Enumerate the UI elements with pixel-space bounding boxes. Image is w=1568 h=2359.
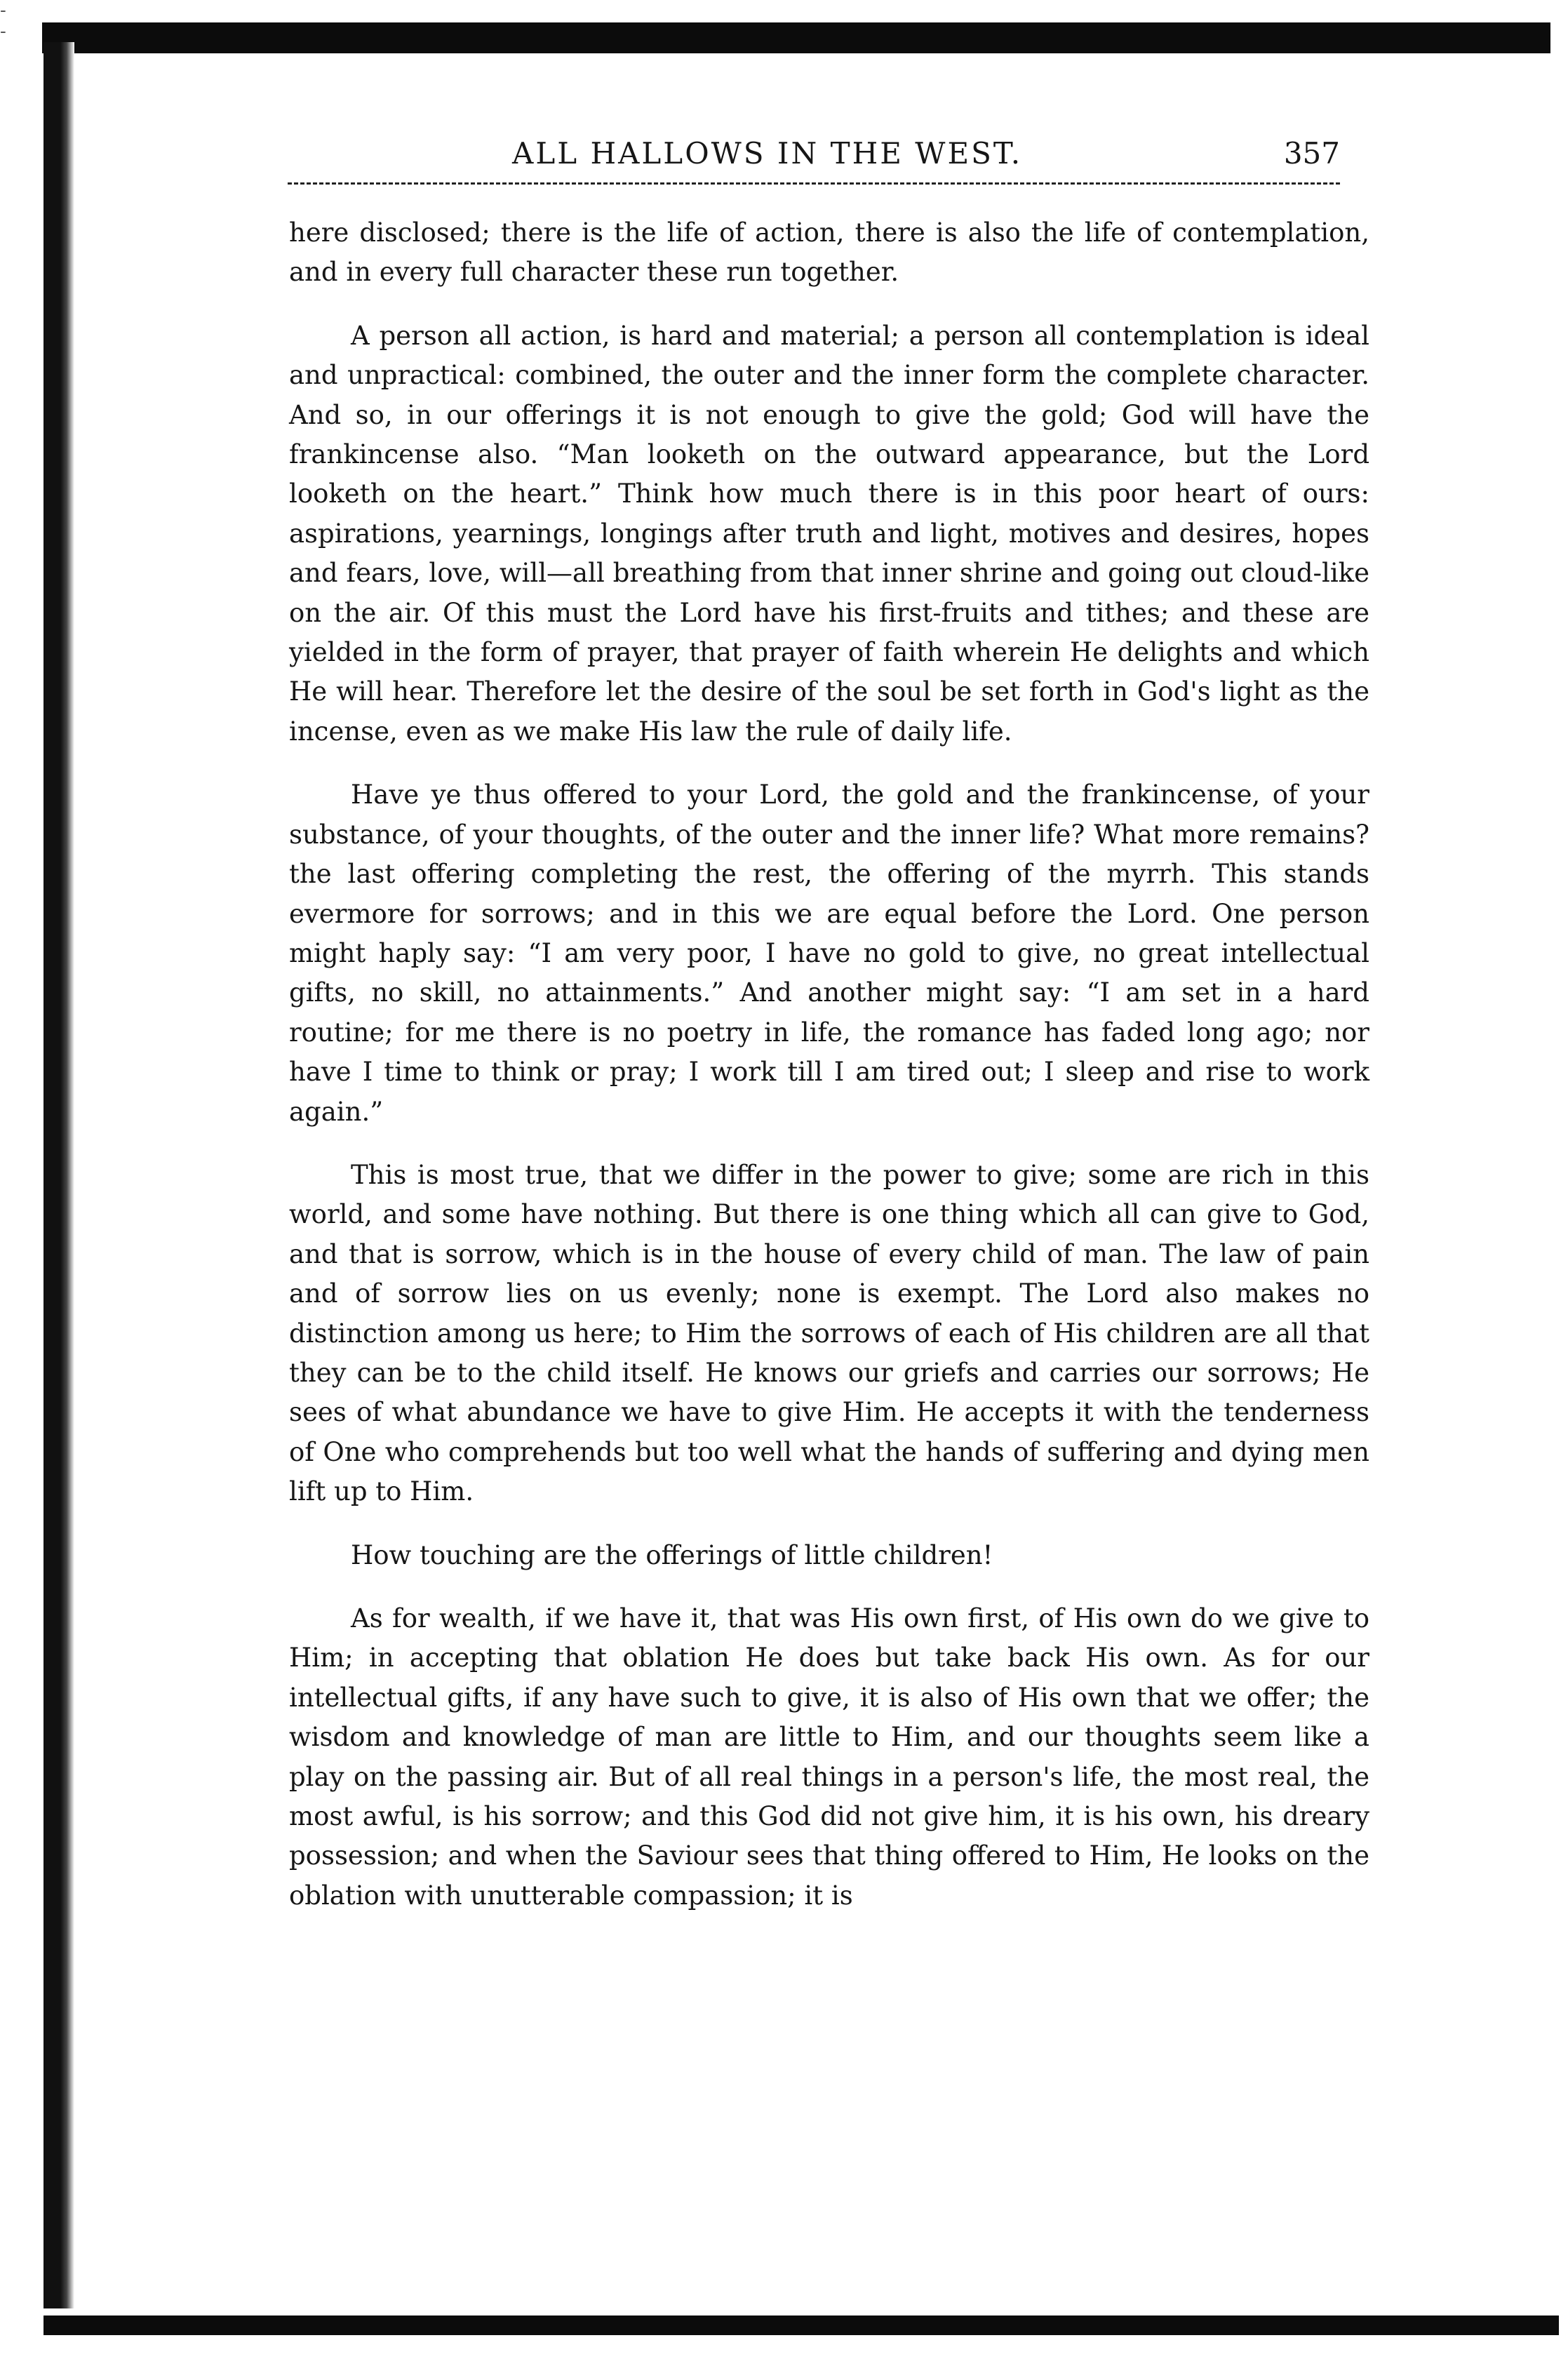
header-rule <box>288 182 1340 185</box>
paragraph: A person all action, is hard and material; a person all contemplation is ideal and unpractical: combined, the outer and the inner form the complete character. And so, in our offerings it is not enough to give the gold; God will have the frankincense also. “Man looketh on the outward appearance, but the Lord looketh on the heart.” Think how much there is in this poor heart of ours: aspirations, yearnings, longings after truth and light, motives and desires, hopes and fears, love, will—all breathing from that inner shrine and going out cloud-like on the air. Of this must the Lord have his first-fruits and tithes; and these are yielded in the form of prayer, that prayer of faith wherein He delights and which He will hear. Therefore let the desire of the soul be set forth in God's light as the incense, even as we make His law the rule of daily life. <box>289 320 1369 747</box>
paragraph: Have ye thus offered to your Lord, the gold and the frankincense, of your substance, of your thoughts, of the outer and the inner life? What more remains? the last offering completing the rest, the offering of the myrrh. This stands evermore for sorrows; and in this we are equal before the Lord. One person might haply say: “I am very poor, I have no gold to give, no great intellectual gifts, no skill, no attainments.” And another might say: “I am set in a hard routine; for me there is no poetry in life, the romance has faded long ago; nor have I time to think or pray; I work till I am tired out; I sleep and rise to work again.” <box>289 780 1369 1127</box>
paragraph: As for wealth, if we have it, that was His own first, of His own do we give to Him; in accepting that oblation He does but take back His own. As for our intellectual gifts, if any have such to give, it is also of His own that we offer; the wisdom and knowledge of man are little to Him, and our thoughts seem like a play on the passing air. But of all real things in a person's life, the most real, the most awful, is his sorrow; and this God did not give him, it is his own, his dreary possession; and when the Saviour sees that thing offered to Him, He looks on the oblation with unutterable compassion; it is <box>289 1603 1369 1911</box>
scan-top-border <box>42 22 1550 53</box>
running-head <box>288 136 1340 192</box>
paragraph-continued: here disclosed; there is the life of action, there is also the life of contemplation, and in every full character these run together. <box>289 218 1369 288</box>
running-title: ALL HALLOWS IN THE WEST. <box>512 136 1023 171</box>
scan-bottom-border <box>43 2315 1559 2335</box>
scan-left-binding-edge <box>43 42 74 2308</box>
scan-margin-marks: - - <box>0 0 13 42</box>
paragraph: This is most true, that we differ in the power to give; some are rich in this world, and some have nothing. But there is one thing which all can give to God, and that is sorrow, which is in the house of every child of man. The law of pain and of sorrow lies on us evenly; none is exempt. The Lord also makes no distinction among us here; to Him the sorrows of each of His children are all that they can be to the child itself. He knows our griefs and carries our sorrows; He sees of what abundance we have to give Him. He accepts it with the tenderness of One who comprehends but too well what the hands of suffering and dying men lift up to Him. <box>289 1159 1369 1507</box>
body-text <box>289 213 1369 1939</box>
page-number: 357 <box>1283 136 1340 171</box>
paragraph: How touching are the offerings of little children! <box>351 1539 993 1570</box>
